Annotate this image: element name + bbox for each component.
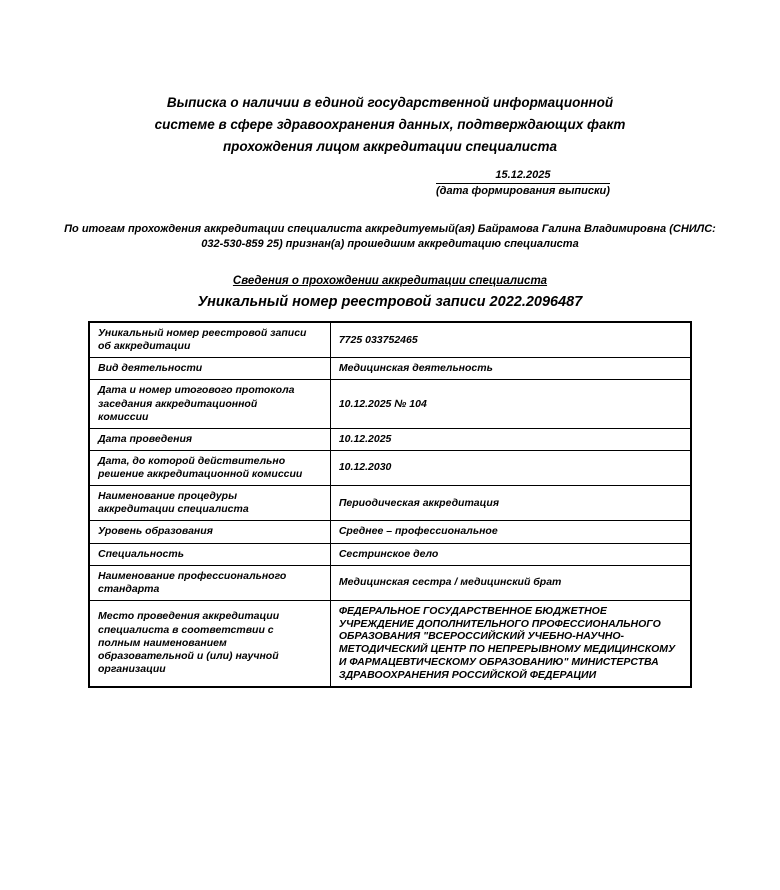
row-value-cell: 7725 033752465 [330,322,691,358]
row-value-cell: 10.12.2025 [330,428,691,450]
accreditation-details-table [88,321,692,688]
table-row [89,380,691,428]
document-title [0,92,780,158]
title-line: Выписка о наличии в единой государственной информационной [166,95,614,110]
row-label-cell: Вид деятельности [89,358,330,380]
row-value-cell: 10.12.2030 [330,450,691,485]
row-value-cell: Сестринское дело [330,543,691,565]
section-heading: Сведения о прохождении аккредитации специалиста [232,275,548,287]
table-row [89,358,691,380]
row-value-cell: Периодическая аккредитация [330,486,691,521]
row-label-cell: Специальность [89,543,330,565]
issue-date-value: 15.12.2025 [495,169,551,181]
row-label-cell: Место проведения аккредитации специалиста в соответствии с полным наименованием образовательной и (или) научной организации [89,600,330,686]
title-line: системе в сфере здравоохранения данных, подтверждающих факт [154,117,626,132]
row-label-cell: Уникальный номер реестровой записи об аккредитации [89,322,330,358]
accreditation-result-paragraph [0,222,780,252]
row-value-cell: ФЕДЕРАЛЬНОЕ ГОСУДАРСТВЕННОЕ БЮДЖЕТНОЕ УЧРЕЖДЕНИЕ ДОПОЛНИТЕЛЬНОГО ПРОФЕССИОНАЛЬНОГО ОБРАЗОВАНИЯ "ВСЕРОССИЙСКИЙ УЧЕБНО-НАУЧНО-МЕТОДИЧЕСКИЙ ЦЕНТР ПО НЕПРЕРЫВНОМУ МЕДИЦИНСКОМУ И ФАРМАЦЕВТИЧЕСКОМУ ОБРАЗОВАНИЮ" МИНИСТЕРСТВА ЗДРАВООХРАНЕНИЯ РОССИЙСКОЙ ФЕДЕРАЦИИ [330,600,691,686]
table-row [89,450,691,485]
table-row [89,428,691,450]
row-value-cell: Медицинская деятельность [330,358,691,380]
row-value-cell: Медицинская сестра / медицинский брат [330,565,691,600]
registry-record-heading: Уникальный номер реестровой записи 2022.2096487 [197,294,583,310]
table-row [89,486,691,521]
issue-date-caption: (дата формирования выписки) [436,185,610,197]
row-label-cell: Дата проведения [89,428,330,450]
row-label-cell: Уровень образования [89,521,330,543]
table-row [89,600,691,686]
table-row [89,322,691,358]
row-label-cell: Дата, до которой действительно решение аккредитационной комиссии [89,450,330,485]
row-label-cell: Наименование профессионального стандарта [89,565,330,600]
row-label-cell: Наименование процедуры аккредитации специалиста [89,486,330,521]
table-row [89,521,691,543]
title-line: прохождения лицом аккредитации специалиста [222,139,558,154]
row-label-cell: Дата и номер итогового протокола заседания аккредитационной комиссии [89,380,330,428]
row-value-cell: 10.12.2025 № 104 [330,380,691,428]
intro-line: 032-530-859 25) признан(а) прошедшим аккредитацию специалиста [201,238,579,250]
table-row [89,565,691,600]
issue-date-block [436,169,610,197]
intro-line: По итогам прохождения аккредитации специалиста аккредитуемый(ая) Байрамова Галина Владимировна (СНИЛС: [64,223,716,235]
table-row [89,543,691,565]
row-value-cell: Среднее – профессиональное [330,521,691,543]
